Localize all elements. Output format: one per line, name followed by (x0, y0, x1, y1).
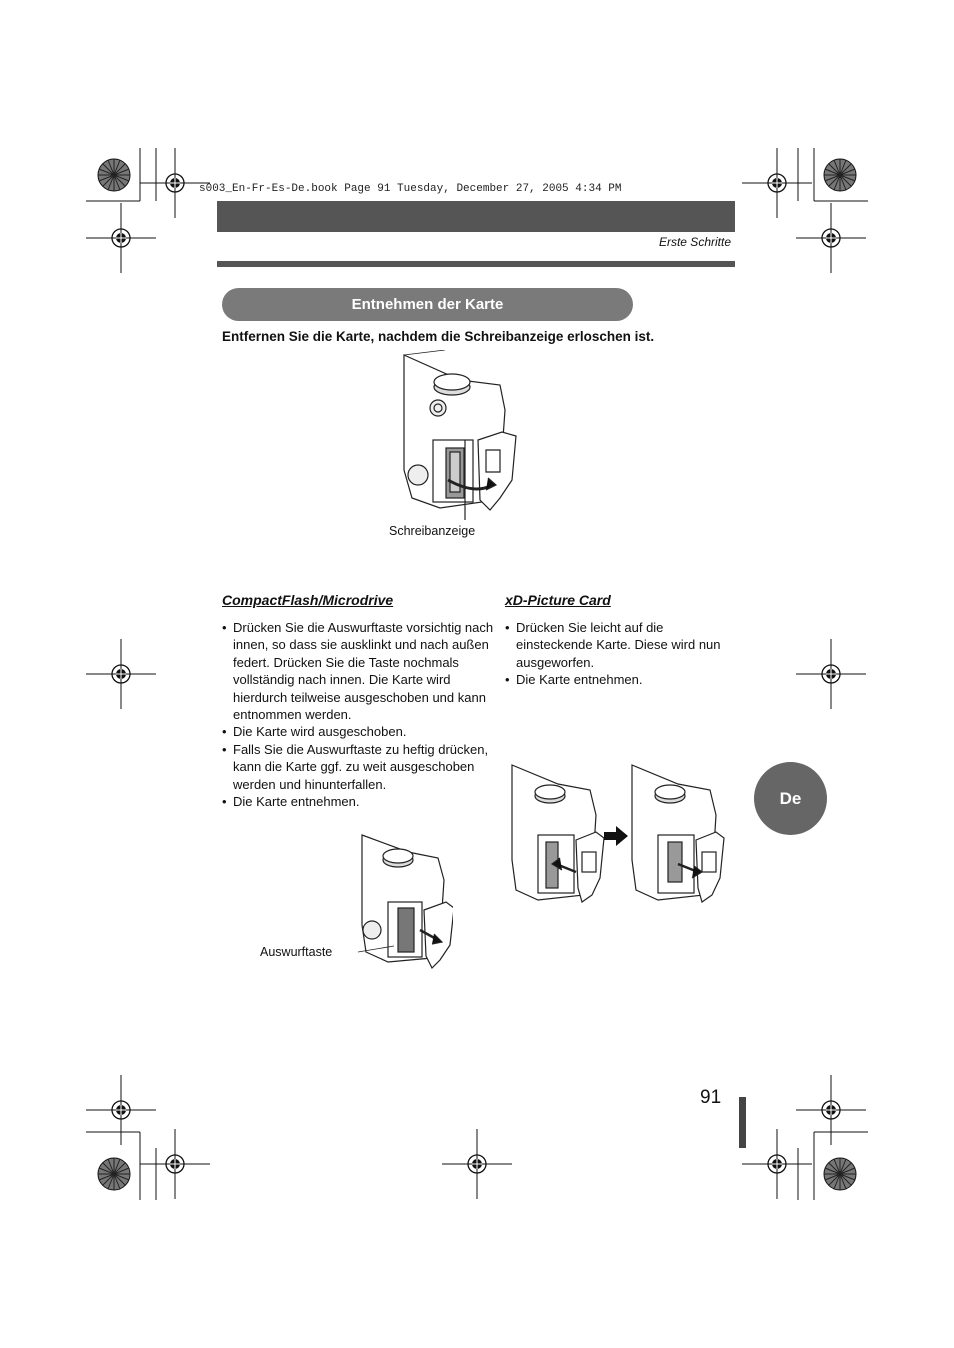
page-number: 91 (700, 1087, 722, 1108)
section-label: Erste Schritte (658, 235, 731, 249)
registration-mark-icon (824, 1158, 856, 1190)
callout-schreibanzeige: Schreibanzeige (389, 524, 476, 538)
list-item: • Die Karte wird ausgeschoben. (222, 723, 496, 740)
registration-mark-icon (742, 148, 812, 218)
registration-mark-icon (796, 639, 866, 709)
left-column-title: CompactFlash/Microdrive (222, 592, 394, 608)
registration-mark-icon (86, 203, 156, 273)
left-column-list (222, 619, 496, 810)
registration-mark-icon (86, 1075, 156, 1145)
camera-card-slot-illustration (628, 760, 728, 905)
registration-mark-icon (98, 1158, 130, 1190)
section-heading (222, 288, 633, 321)
registration-mark-icon (442, 1129, 512, 1199)
header-rule (217, 261, 735, 267)
language-tab (754, 762, 827, 835)
registration-mark-icon (98, 159, 130, 191)
right-column-title: xD-Picture Card (505, 592, 611, 608)
instruction-text: Entfernen Sie die Karte, nachdem die Schreibanzeige erloschen ist. (222, 329, 655, 344)
list-item: • Die Karte entnehmen. (222, 793, 496, 810)
camera-card-slot-illustration (508, 760, 608, 905)
camera-card-slot-illustration (358, 830, 453, 970)
list-item: • Die Karte entnehmen. (505, 671, 725, 688)
registration-mark-icon (140, 1129, 210, 1199)
registration-mark-icon (824, 159, 856, 191)
page-number-bar (739, 1097, 746, 1148)
print-header: s003_En-Fr-Es-De.book Page 91 Tuesday, December 27, 2005 4:34 PM (199, 183, 622, 195)
right-column-list (505, 619, 725, 689)
arrow-right-icon (604, 826, 628, 846)
registration-mark-icon (86, 639, 156, 709)
list-item: • Drücken Sie leicht auf die einsteckende Karte. Diese wird nun ausgeworfen. (505, 619, 725, 671)
section-heading-text: Entnehmen der Karte (351, 296, 504, 313)
language-tab-label: De (779, 788, 802, 808)
list-item: • Falls Sie die Auswurftaste zu heftig drücken, kann die Karte ggf. zu weit ausgeschoben werden und hinunterfallen. (222, 741, 496, 793)
camera-card-slot-illustration (400, 350, 530, 525)
callout-auswurftaste: Auswurftaste (260, 945, 333, 959)
registration-mark-icon (742, 1129, 812, 1199)
header-bar (217, 201, 735, 232)
list-item: • Drücken Sie die Auswurftaste vorsichtig nach innen, so dass sie ausklinkt und nach außen federt. Drücken Sie die Taste nochmals vollständig nach innen. Die Karte wird hierdurch teilweise ausgeschoben und kann entnommen werden. (222, 619, 496, 723)
registration-mark-icon (796, 203, 866, 273)
registration-mark-icon (796, 1075, 866, 1145)
